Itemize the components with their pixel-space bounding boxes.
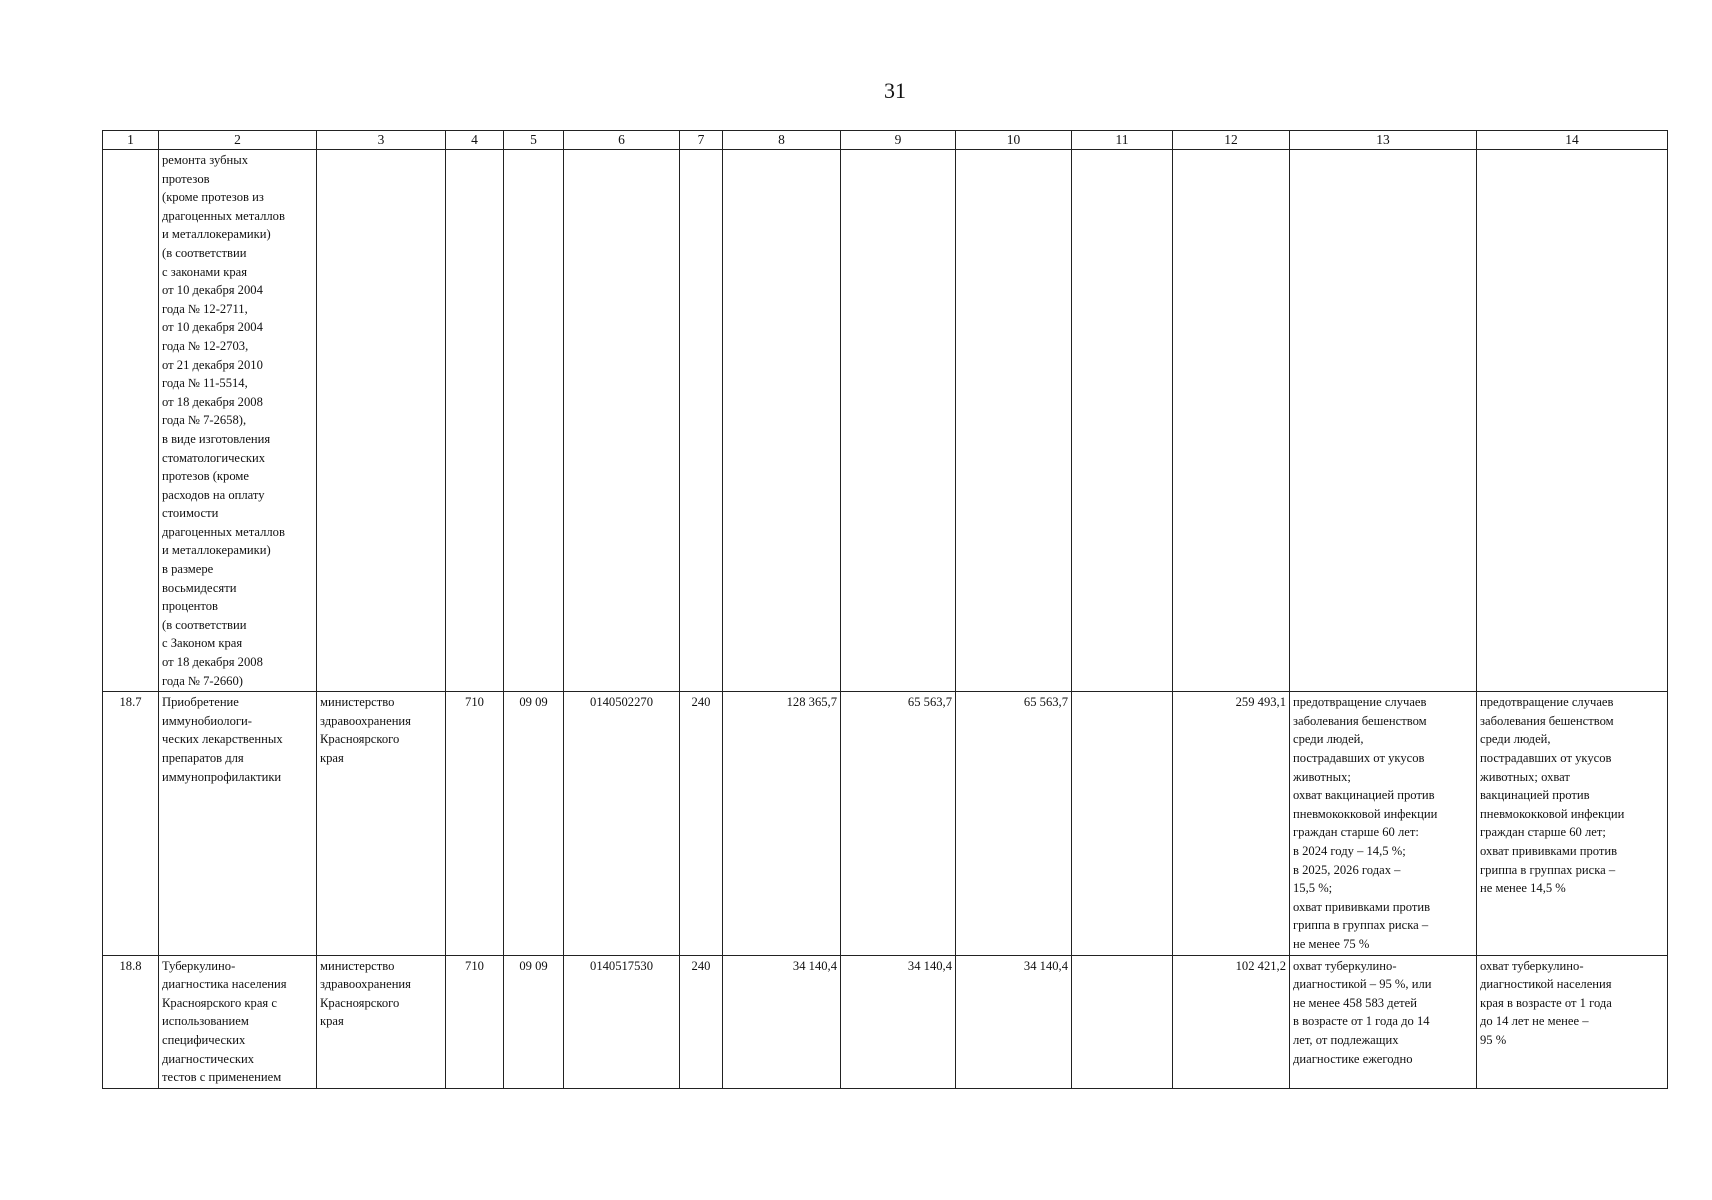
expense-type: 240 — [680, 955, 723, 1088]
expected-result-final: предотвращение случаев заболевания бешенством среди людей, пострадавших от укусов животных; охват вакцинацией против пневмококковой инфекции граждан старше 60 лет; охват прививками против гриппа в группах риска – не менее 14,5 % — [1477, 692, 1668, 955]
amount-2024: 34 140,4 — [723, 955, 841, 1088]
responsible-body: министерство здравоохранения Красноярского края — [317, 692, 446, 955]
section-code: 09 09 — [504, 692, 564, 955]
budget-table — [102, 130, 1668, 1089]
amount-2026 — [956, 150, 1072, 692]
table-row-continuation — [103, 150, 1668, 692]
amount-2025 — [841, 150, 956, 692]
expected-result-final — [1477, 150, 1668, 692]
responsible-body — [317, 150, 446, 692]
column-11-value — [1072, 150, 1173, 692]
target-article: 0140517530 — [564, 955, 680, 1088]
column-header: 6 — [564, 131, 680, 150]
expense-type: 240 — [680, 692, 723, 955]
expected-result — [1290, 150, 1477, 692]
table-row-18-7 — [103, 692, 1668, 955]
row-number: 18.8 — [103, 955, 159, 1088]
amount-2024 — [723, 150, 841, 692]
responsible-body: министерство здравоохранения Красноярского края — [317, 955, 446, 1088]
section-code — [504, 150, 564, 692]
expected-result-final: охват туберкулино- диагностикой населения края в возрасте от 1 года до 14 лет не менее – 95 % — [1477, 955, 1668, 1088]
amount-2026: 34 140,4 — [956, 955, 1072, 1088]
column-header: 2 — [159, 131, 317, 150]
column-header: 1 — [103, 131, 159, 150]
amount-total — [1173, 150, 1290, 692]
column-header: 3 — [317, 131, 446, 150]
amount-2025: 34 140,4 — [841, 955, 956, 1088]
column-header: 9 — [841, 131, 956, 150]
measure-name: Приобретение иммунобиологи- ческих лекарственных препаратов для иммунопрофилактики — [159, 692, 317, 955]
expense-type — [680, 150, 723, 692]
grbs-code — [446, 150, 504, 692]
target-article — [564, 150, 680, 692]
amount-total: 259 493,1 — [1173, 692, 1290, 955]
amount-2026: 65 563,7 — [956, 692, 1072, 955]
grbs-code: 710 — [446, 692, 504, 955]
expected-result: предотвращение случаев заболевания бешенством среди людей, пострадавших от укусов животных; охват вакцинацией против пневмококковой инфекции граждан старше 60 лет: в 2024 году – 14,5 %; в 2025, 2026 годах – 15,5 %; охват прививками против гриппа в группах риска – не менее 75 % — [1290, 692, 1477, 955]
expected-result: охват туберкулино- диагностикой – 95 %, или не менее 458 583 детей в возрасте от 1 года до 14 лет, от подлежащих диагностике ежегодно — [1290, 955, 1477, 1088]
column-11-value — [1072, 955, 1173, 1088]
column-11-value — [1072, 692, 1173, 955]
amount-2024: 128 365,7 — [723, 692, 841, 955]
page-number: 31 — [884, 78, 906, 103]
row-number — [103, 150, 159, 692]
column-header: 10 — [956, 131, 1072, 150]
column-header: 5 — [504, 131, 564, 150]
column-header: 11 — [1072, 131, 1173, 150]
column-number-header-row — [103, 131, 1668, 150]
amount-2025: 65 563,7 — [841, 692, 956, 955]
grbs-code: 710 — [446, 955, 504, 1088]
column-header: 8 — [723, 131, 841, 150]
row-number: 18.7 — [103, 692, 159, 955]
table-row-18-8 — [103, 955, 1668, 1088]
measure-name: Туберкулино- диагностика населения Красноярского края с использованием специфических диагностических тестов с применением — [159, 955, 317, 1088]
amount-total: 102 421,2 — [1173, 955, 1290, 1088]
column-header: 12 — [1173, 131, 1290, 150]
column-header: 4 — [446, 131, 504, 150]
target-article: 0140502270 — [564, 692, 680, 955]
column-header: 7 — [680, 131, 723, 150]
measure-name: ремонта зубных протезов (кроме протезов из драгоценных металлов и металлокерамики) (в соответствии с законами края от 10 декабря 2004 года № 12-2711, от 10 декабря 2004 года № 12-2703, от 21 декабря 2010 года № 11-5514, от 18 декабря 2008 года № 7-2658), в виде изготовления стоматологических протезов (кроме расходов на оплату стоимости драгоценных металлов и металлокерамики) в размере восьмидесяти процентов (в соответствии с Законом края от 18 декабря 2008 года № 7-2660) — [159, 150, 317, 692]
column-header: 14 — [1477, 131, 1668, 150]
column-header: 13 — [1290, 131, 1477, 150]
section-code: 09 09 — [504, 955, 564, 1088]
